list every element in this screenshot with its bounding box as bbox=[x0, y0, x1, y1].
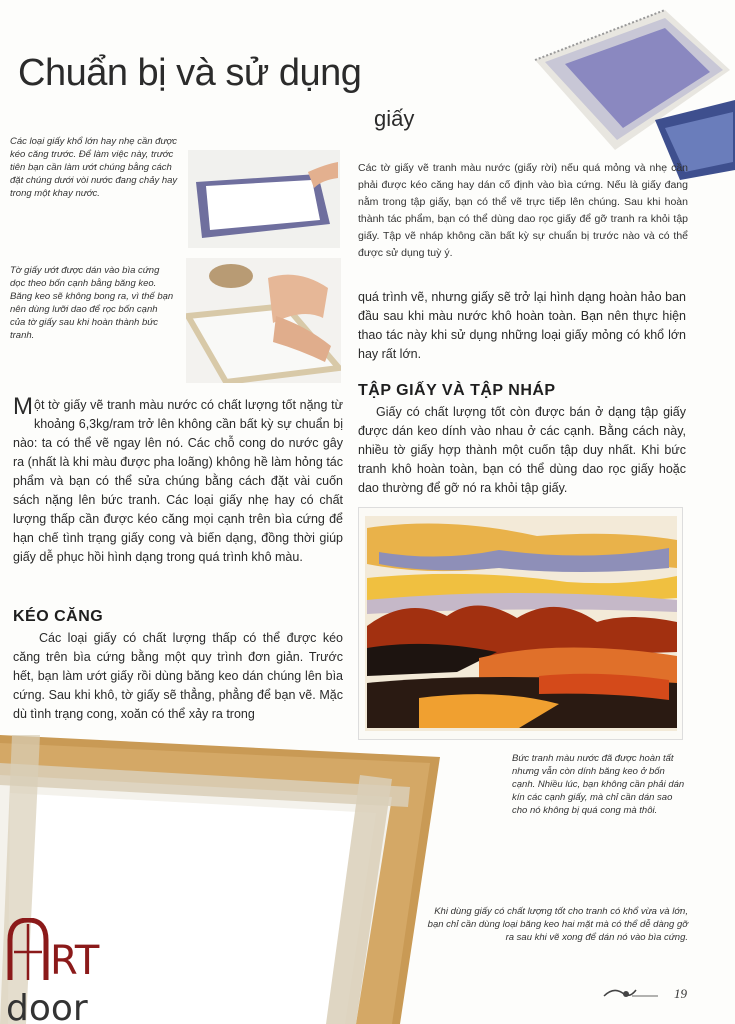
taping-photo bbox=[186, 258, 341, 383]
stretch-text: Các loại giấy có chất lượng thấp có thể được kéo căng trên bìa cứng bằng một quy trình đơn giản. Trước hết, bạn làm ướt giấy rồi dùng băng keo dán chúng lên bìa cứng. Sau khi khô, tờ giấy sẽ thẳng, phẳng để bạn vẽ. Mặc dù tình trạng cong, xoăn có thể xảy ra trong bbox=[13, 631, 343, 721]
caption-board: Khi dùng giấy có chất lượng tốt cho tranh có khổ vừa và lớn, bạn chỉ cần dùng loại băng keo hai mặt mà có thể dễ dàng gỡ ra sau khi vẽ xong để dán nó vào bìa cứng. bbox=[427, 906, 688, 943]
artdoor-logo bbox=[6, 918, 118, 1024]
logo-text-sub: door bbox=[6, 988, 88, 1024]
footer-ornament bbox=[600, 982, 660, 1002]
tray-photo bbox=[188, 150, 340, 248]
caption-painting: Bức tranh màu nước đã được hoàn tất nhưng vẫn còn dính băng keo ở bốn cạnh. Nhiều lúc, bạn không cần phải dán kín các cạnh giấy, mà chỉ cần dán sao cho nó không bị quá cong mà thôi. bbox=[512, 753, 685, 816]
caption-tray: Các loại giấy khổ lớn hay nhẹ cần được kéo căng trước. Để làm việc này, trước tiên bạn cần làm ướt chúng bằng cách đặt chúng dưới vòi nước đang chảy hay trong một khay nước. bbox=[10, 136, 178, 199]
heading-pads: TẬP GIẤY VÀ TẬP NHÁP bbox=[358, 382, 556, 399]
page-title: Chuẩn bị và sử dụng bbox=[18, 52, 362, 94]
logo-text-big: RT bbox=[50, 938, 100, 984]
main-paragraph bbox=[13, 393, 343, 567]
page-title-cont: giấy bbox=[374, 106, 415, 131]
caption-tape: Tờ giấy ướt được dán vào bìa cứng dọc theo bốn cạnh bằng băng keo. Băng keo sẽ không bong ra, vì thế bạn nên dùng lưỡi dao để rọc bốn cạnh của tờ giấy sau khi hoàn thành bức tranh. bbox=[10, 265, 174, 341]
watercolor-painting bbox=[358, 507, 683, 740]
page-number: 19 bbox=[674, 986, 687, 1001]
dropcap: M bbox=[13, 393, 33, 420]
stretch-continued-text: quá trình vẽ, nhưng giấy sẽ trở lại hình dạng hoàn hảo ban đầu sau khi màu nước khô hoàn toàn. Bạn nên thực hiện thao tác này khi sử dụng những loại giấy mỏng có khổ lớn hay rất lớn. bbox=[358, 290, 686, 361]
heading-stretch: KÉO CĂNG bbox=[13, 608, 104, 625]
paper-intro-text: Các tờ giấy vẽ tranh màu nước (giấy rời) nếu quá mỏng và nhẹ cần phải được kéo căng hay dán cố định vào bìa cứng. Nếu là giấy đang nằm trong tập giấy, bạn có thể vẽ trực tiếp lên chúng. Sau khi hoàn thành tác phẩm, bạn có thể dùng dao rọc giấy để gỡ tranh ra khỏi tập giấy. Tập vẽ nháp không cần bất kỳ sự chuẩn bị trước nào và có thể được sử dụng tuỳ ý. bbox=[358, 162, 688, 259]
pads-text: Giấy có chất lượng tốt còn được bán ở dạng tập giấy được dán keo dính vào nhau ở các cạnh. Bằng cách này, nhiều tờ giấy hợp thành một cuốn tập duy nhất. Khi bức tranh khô hoàn toàn, bạn có thể dùng dao rọc giấy hoặc dao thường để gỡ nó ra khỏi tập giấy. bbox=[358, 405, 686, 495]
main-paragraph-text: ột tờ giấy vẽ tranh màu nước có chất lượng tốt nặng từ khoảng 6,3kg/ram trở lên không cần bất kỳ sự chuẩn bị nào: ta có thể vẽ ngay lên nó. Các chỗ cong do nước gây ra (nhất là khi màu được pha loãng) không hề làm hỏng tác phẩm và bạn có thể sửa chúng bằng cách đặt vài cuốn sách nặng lên bức tranh. Các loại giấy nhẹ hay có chất lượng thấp cần được kéo căng mọi cạnh trên bìa cứng để hạn chế tình trạng giấy cong và biến dạng, đồng thời giúp giấy dễ phục hồi hình dạng trong quá trình khô màu. bbox=[13, 398, 343, 564]
